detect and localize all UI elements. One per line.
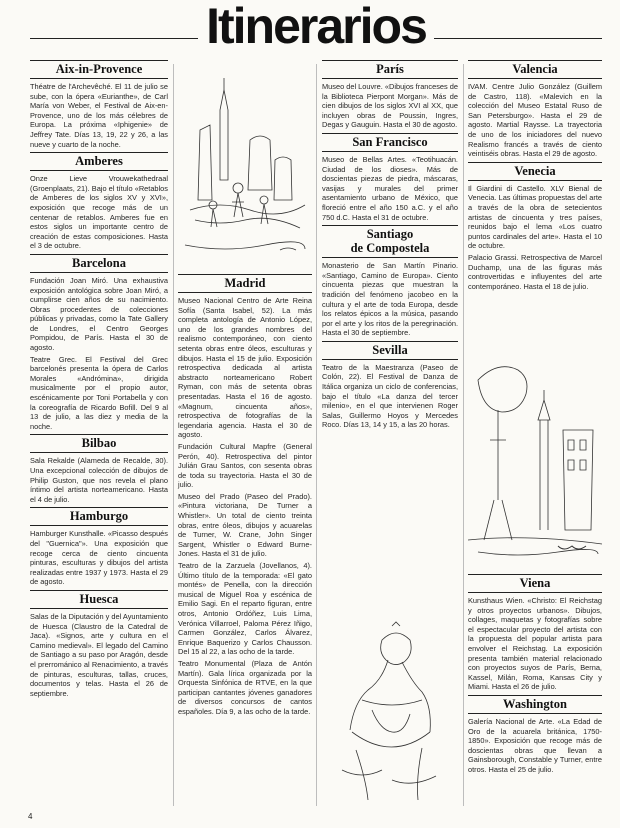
city-heading: Huesca [30,590,168,609]
listing-text: Galería Nacional de Arte. «La Edad de Oro de la acuarela británica, 1750-1850». Exposición que recoge más de doscientas obras que llevan a Gainsborough, Constable y Turner, entre otros. Hasta el 25 de julio. [468,716,602,774]
pen-drawing [180,70,310,270]
listing-text: Fundación Cultural Mapfre (General Perón, 40). Retrospectiva del pintor Julián Grau Santos, con sesenta obras de toda su trayectoria. Hasta el 30 de julio. [178,441,312,490]
column-4-lower [468,574,602,778]
listing-text: Monasterio de San Martín Pinario. «Santiago, Camino de Europa». Ciento cincuenta piezas que muestran la tradición del fenómeno jacobeo en la cultura y el arte de toda Europa, desde los relatos épicos a la música, pasando por el arte y los ritos de la peregrinación. Hasta el 30 de septiembre. [322,261,458,338]
section-aix [30,60,168,149]
section-viena [468,574,602,692]
masthead [26,2,602,60]
section-venecia [468,162,602,292]
city-heading: Hamburgo [30,507,168,526]
listing-text: Teatro de la Zarzuela (Jovellanos, 4). Último título de la temporada: «El gato montés» de Penella, con la dirección musical de Miguel Roa y escénica de Emilio Sagi. En el reparto figuran, entre otros, Antonio Ordóñez, Luis Lima, Verónica Villarroel, Paloma Pérez Iñigo, Carmen González, Carlos Álvarez, Enrique Baquerizo y Carlos Chausson. Del 15 al 22, a las ocho de la tarde. [178,561,312,657]
listing-text: Museo de Bellas Artes. «Teotihuacán. Ciudad de los dioses». Más de doscientas piezas de piedra, máscaras, vasijas y murales del primer asentamiento urbano de México, que floreció entre el año 150 a.C. y el año 750 d.C. Hasta el 31 de octubre. [322,154,458,222]
city-heading: San Francisco [322,133,458,152]
section-san-francisco [322,133,458,222]
listing-text: Palacio Grassi. Retrospectiva de Marcel Duchamp, una de las figuras más controvertidas e influyentes del arte contemporáneo. Hasta el 18 de julio. [468,252,602,291]
section-washington [468,695,602,775]
listing-text: Onze Lieve Vrouwekathedraal (Groenplaats, 21). Bajo el título «Retablos de Amberes de los siglos XV y XVI», exposición que recoge más de un centenar de retablos. Amberes fue en estos siglos un importante centro de creación de estas composiciones. Hasta el 3 de octubre. [30,174,168,251]
listing-text: Sala Rekalde (Alameda de Recalde, 30). Una excepcional colección de dibujos de Philip Guston, que nos revela el plano íntimo del artista norteamericano. Hasta el 4 de julio. [30,456,168,504]
column-4 [468,60,602,294]
city-heading: Madrid [178,274,312,293]
section-sevilla [322,341,458,430]
listing-text: Teatro Monumental (Plaza de Antón Martín). Gala lírica organizada por la Orquesta Sinfónica de RTVE, en la que participan cantantes jóvenes ganadores de diversos concursos de cantos españoles. Día 9, a las ocho de la tarde. [178,658,312,716]
column-2 [178,274,312,720]
section-valencia [468,60,602,159]
listing-text: Teatro de la Maestranza (Paseo de Colón, 22). El Festival de Danza de Itálica organiza un ciclo de conferencias, bajo el título «La danza del tercer milenio», en el que intervienen Roger Salas, Guillermo Hoyos y Mercedes Roco. Días 13, 14 y 15, a las 20 horas. [322,362,458,430]
column-divider [173,64,174,806]
pen-drawing [322,620,458,810]
section-barcelona [30,254,168,432]
listing-text: Museo del Prado (Paseo del Prado). «Pintura victoriana, De Turner a Whistler». Un total de ciento treinta obras, entre óleos, dibujos y acuarelas de Turner, W. Crane, John Singer Sargent, Whistler o Edward Burne-Jones. Hasta el 31 de julio. [178,491,312,559]
city-heading: Bilbao [30,434,168,453]
city-heading [322,225,458,258]
section-bilbao [30,434,168,504]
city-heading: Venecia [468,162,602,181]
page-title: Itinerarios [206,0,426,54]
listing-text: Teatre Grec. El Festival del Grec barcelonés presenta la ópera de Carlos Morales «Andrómina», dirigida musicalmente por el propio autor, escénicamente por Toni Portabella y con la coreografía de Ricardo Bofill. Del 9 al 13 de julio, a las diez y media de la noche. [30,354,168,431]
column-divider [316,64,317,806]
section-santiago [322,225,458,338]
sketch-illustration-venecia [468,340,602,570]
city-heading: Viena [468,574,602,593]
column-divider [463,64,464,806]
listing-text: Hamburger Kunsthalle. «Picasso después del "Guernica"». Una exposición que recoge cerca de ciento cincuenta pinturas, esculturas y dibujos del artista realizadas entre 1937 y 1973. Hasta el 29 de agosto. [30,529,168,587]
column-1 [30,60,168,701]
city-heading: París [322,60,458,79]
column-3 [322,60,458,433]
section-madrid [178,274,312,717]
city-heading-line: de Compostela [350,241,430,256]
pen-drawing [468,340,602,570]
masthead-rule-right [434,38,602,39]
page-number: 4 [28,812,33,821]
section-huesca [30,590,168,698]
city-heading: Sevilla [322,341,458,360]
city-heading: Amberes [30,152,168,171]
city-heading: Washington [468,695,602,714]
listing-text: Museo del Louvre. «Dibujos franceses de la Biblioteca Pierpont Morgan». Más de cien dibujos de los siglos XVI al XX, que incluyen obras de Poussin, Ingres, Degas y Gauguin. Hasta el 30 de agosto. [322,82,458,130]
section-hamburgo [30,507,168,587]
section-paris [322,60,458,130]
listing-text: Théatre de l'Archevêché. El 11 de julio se sube, con la ópera «Eurianthe», de Carl María von Weber, el Festival de Aix-en-Provence, uno de los más célebres de Europa. La próxima «Iphigenie» de Jeffrey Tate. Días 13, 19, 22 y 26, a las nueve y cuarto de la noche. [30,82,168,149]
city-heading: Valencia [468,60,602,79]
sketch-illustration-figure [322,620,458,810]
listing-text: Museo Nacional Centro de Arte Reina Sofía (Santa Isabel, 52). La más completa antología de Antonio López, uno de los grandes nombres del realismo contemporáneo, con ciento setenta obras entre óleos, esculturas y dibujos. Hasta el 15 de julio. Exposición retrospectiva dedicada al artista abstracto norteamericano Robert Ryman, con más de setenta obras presentadas. Hasta el 16 de agosto. «Magnum, cincuenta años», retrospectiva de fotografías de la legendaria agencia. Hasta el 30 de agosto. [178,296,312,440]
city-heading: Aix-in-Provence [30,60,168,79]
section-amberes [30,152,168,251]
city-heading: Barcelona [30,254,168,273]
masthead-rule-left [30,38,198,39]
listing-text: Il Giardini di Castello. XLV Bienal de Venecia. Las últimas propuestas del arte a través de la obra de setecientos artistas de cincuenta y tres países, reunidos bajo el lema «Los cuatro puntos cardinales del arte». Hasta el 10 de octubre. [468,183,602,251]
listing-text: IVAM. Centre Julio González (Guillem de Castro, 118). «Malevich en la colección del Museo Estatal Ruso de San Petersburgo». Hasta el 29 de agosto. Martial Raysse. La trayectoria de uno de los iniciadores del nuevo Realismo francés a través de ciento veintiséis obras. Hasta el 29 de agosto. [468,82,602,159]
listing-text: Salas de la Diputación y del Ayuntamiento de Huesca (Claustro de la Catedral de Jaca). «Signos, arte y cultura en el Camino medieval». El legado del Camino de Santiago a su paso por Aragón, desde el prerrománico al Renacimiento, a través de pinturas, esculturas, tallas, cruces, documentos y telas. Hasta el 26 de septiembre. [30,611,168,698]
listing-text: Kunsthaus Wien. «Christo: El Reichstag y otros proyectos urbanos». Dibujos, collages, maquetas y fotografías sobre el espectacular proyecto del artista con la propuesta del popular artista para envolver el Reichstag. La exposición presenta también material relacionado con proyectos suyos de París, Berna, Kassel, Milán, Roma, Kansas City y Miami. Hasta el 26 de julio. [468,596,602,692]
city-heading-line: Santiago [366,227,414,242]
listing-text: Fundación Joan Miró. Una exhaustiva exposición antológica sobre Joan Miró, a cumplirse cien años de su nacimiento. Obras procedentes de colecciones públicas y privadas, como la Tate Gallery de Londres, el Centro Georges Pompidou, de París. Hasta el 30 de agosto. [30,275,168,353]
sketch-illustration-madrid [180,70,310,270]
